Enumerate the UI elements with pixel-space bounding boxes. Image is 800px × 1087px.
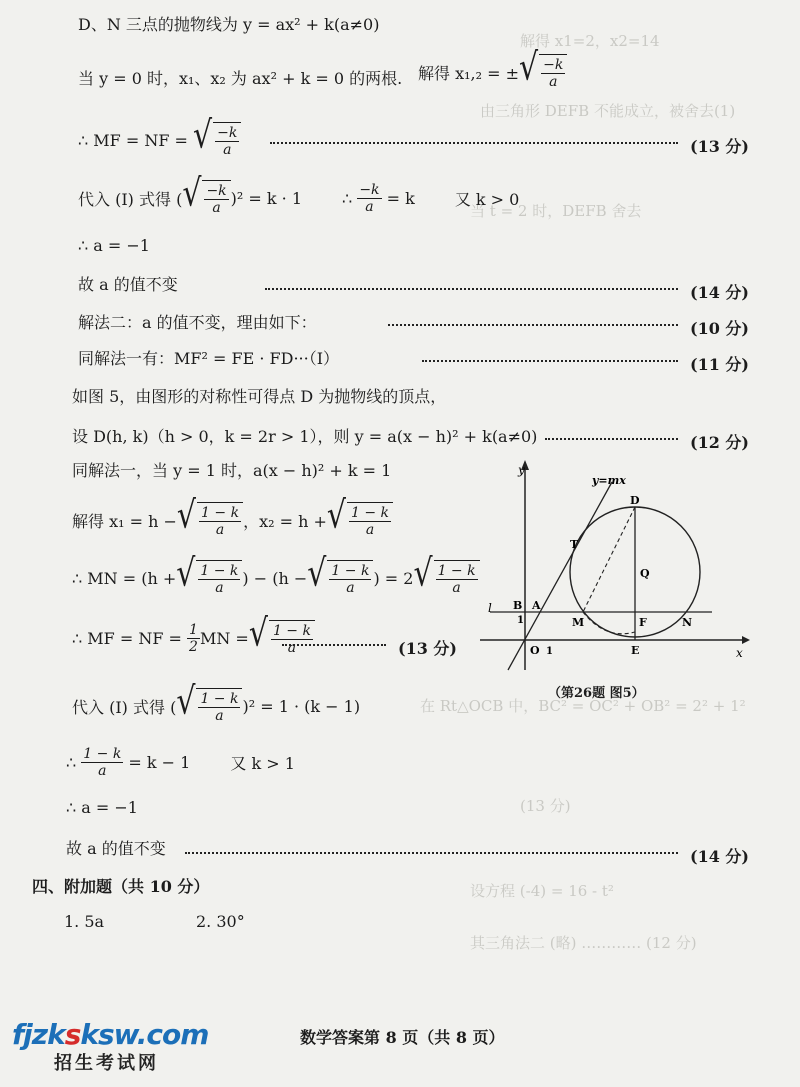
label-y: y xyxy=(518,463,525,477)
section-heading: 四、附加题（共 10 分） xyxy=(32,877,210,896)
text-fragment: 解得 x₁ = h − xyxy=(72,511,177,531)
fraction-denominator: a xyxy=(365,198,374,215)
line-y-mx xyxy=(508,482,612,670)
label-o: O xyxy=(530,644,540,657)
text-fragment: ∴ xyxy=(342,188,353,208)
ghost-text: 解得 x1=2，x2=14 xyxy=(520,32,660,50)
sqrt-symbol: √ $\frac{1 - k}{a}$ xyxy=(307,560,373,596)
label-f: F xyxy=(639,616,647,629)
text-fragment: ，x₂ = h + xyxy=(243,511,327,531)
dot-leader xyxy=(422,356,678,362)
label-m: M xyxy=(572,616,585,629)
text-line xyxy=(72,551,480,596)
fraction-denominator: a xyxy=(549,74,558,90)
label-e: E xyxy=(631,644,640,657)
sqrt-symbol: √ $\frac{1 - k}{a}$ xyxy=(413,560,479,596)
text-fragment: ) = 2 xyxy=(373,568,414,588)
fraction-denominator: a xyxy=(212,200,221,216)
label-d: D xyxy=(630,494,640,507)
sqrt-symbol: √ $\frac{-k}{a}$ xyxy=(182,180,230,216)
text-line xyxy=(72,679,361,724)
label-one-x: 1 xyxy=(546,646,553,657)
dot-leader xyxy=(270,138,678,144)
logo-text: s xyxy=(64,1018,81,1051)
fraction-denominator: a xyxy=(452,580,461,596)
fraction-numerator: 1 − k xyxy=(351,505,390,521)
text-line xyxy=(72,493,393,538)
label-n: N xyxy=(682,616,693,629)
fraction xyxy=(357,182,381,215)
text-line xyxy=(78,113,241,158)
sqrt-symbol: √ $\frac{1 - k}{a}$ xyxy=(176,560,242,596)
text-fragment: 代入 (I) 式得 ( xyxy=(72,697,177,717)
text-line xyxy=(72,611,315,656)
dot-leader xyxy=(545,434,678,440)
text-line: 故 a 的值不变 xyxy=(66,839,166,858)
fraction-numerator: 1 − k xyxy=(200,563,239,579)
fraction xyxy=(81,746,123,779)
fraction-numerator: 1 − k xyxy=(201,505,240,521)
label-q: Q xyxy=(640,567,650,580)
text-fragment: = k xyxy=(386,188,415,208)
text-line: ∴ a = −1 xyxy=(78,236,150,255)
text-fragment: ∴ MN = (h + xyxy=(72,568,177,588)
score-label: (12 分) xyxy=(690,433,749,452)
text-line: 设 D(h, k)（h > 0，k = 2r > 1），则 y = a(x − h)² + k(a≠0) xyxy=(72,427,538,446)
score-label: (14 分) xyxy=(690,847,749,866)
sqrt-symbol: √ $\frac{-k}{a}$ xyxy=(193,122,241,158)
text-fragment: )² = k · 1 xyxy=(230,188,303,208)
arc-me xyxy=(583,612,635,634)
text-fragment: 代入 (I) 式得 ( xyxy=(78,189,183,209)
sqrt-symbol: √ $\frac{1 - k}{a}$ xyxy=(177,502,243,538)
label-l: l xyxy=(488,601,492,615)
dot-leader xyxy=(265,284,678,290)
text-line: 故 a 的值不变 xyxy=(78,275,178,294)
fraction-denominator: a xyxy=(223,142,232,158)
ghost-text: 设方程 (-4) = 16 - t² xyxy=(470,882,614,900)
text-fragment: MN = xyxy=(199,628,249,648)
segment-dm xyxy=(583,507,635,612)
fraction-numerator: 1 xyxy=(189,621,198,638)
label-ymx: y=mx xyxy=(592,474,626,487)
text-line: ∴ a = −1 xyxy=(66,798,138,817)
label-one-y: 1 xyxy=(517,615,524,626)
text-line: 解法二：a 的值不变，理由如下： xyxy=(78,313,317,332)
fraction-denominator: a xyxy=(215,580,224,596)
text-fragment: 又 k > 0 xyxy=(454,189,520,209)
fraction-numerator: 1 − k xyxy=(331,563,370,579)
figure-caption: （第26题 图5） xyxy=(548,686,645,701)
fraction-denominator: a xyxy=(365,522,375,538)
sqrt-symbol: √ $\frac{1 - k}{a}$ xyxy=(249,620,315,656)
ghost-text: (13 分) xyxy=(520,797,571,815)
text-line: 当 y = 0 时，x₁、x₂ 为 ax² + k = 0 的两根. xyxy=(78,69,403,88)
answer-item: 1. 5a xyxy=(64,912,105,931)
label-a: A xyxy=(532,599,541,612)
label-b: B xyxy=(513,599,523,612)
text-fragment: ) − (h − xyxy=(242,568,308,588)
text-line: D、N 三点的抛物线为 y = ax² + k(a≠0) xyxy=(78,15,380,34)
site-logo xyxy=(12,1018,208,1075)
fraction-denominator: a xyxy=(215,708,224,724)
sqrt-symbol: √ $\frac{-k}{a}$ xyxy=(519,54,567,90)
dot-leader xyxy=(185,848,678,854)
ghost-text: 由三角形 DEFB 不能成立，被舍去(1) xyxy=(480,102,736,120)
fraction xyxy=(187,622,200,655)
text-fragment: ∴ xyxy=(66,753,77,772)
score-label: (13 分) xyxy=(398,639,457,658)
text-line xyxy=(66,746,295,779)
page-footer: 数学答案第 8 页（共 8 页） xyxy=(300,1028,505,1047)
score-label: (13 分) xyxy=(690,137,749,156)
ghost-text: 在 Rt△OCB 中，BC² = OC² + OB² = 2² + 1² xyxy=(420,697,746,715)
fraction-numerator: −k xyxy=(217,125,238,141)
fraction-denominator: a xyxy=(346,580,355,596)
logo-text: fjzk xyxy=(12,1018,65,1051)
label-t: T xyxy=(570,538,579,551)
fraction-numerator: −k xyxy=(543,57,564,73)
score-label: (14 分) xyxy=(690,283,749,302)
text-line: 同解法一有：MF² = FE · FD···（I） xyxy=(78,349,340,368)
fraction-numerator: 1 − k xyxy=(83,746,122,762)
text-fragment: = k − 1 xyxy=(128,753,191,772)
dot-leader xyxy=(282,640,386,646)
fraction-denominator: a xyxy=(287,640,297,656)
fraction-denominator: a xyxy=(98,763,107,779)
text-fragment: ∴ MF = NF = xyxy=(72,628,182,648)
label-x: x xyxy=(736,646,743,660)
answer-item: 2. 30° xyxy=(196,912,245,931)
score-label: (10 分) xyxy=(690,319,749,338)
text-fragment: 又 k > 1 xyxy=(230,754,295,773)
fraction-denominator: 2 xyxy=(189,638,198,655)
sqrt-symbol: √ $\frac{1 - k}{a}$ xyxy=(327,502,393,538)
ghost-text: 当 t = 2 时，DEFB 舍去 xyxy=(470,202,642,220)
fraction-numerator: −k xyxy=(206,183,227,199)
text-fragment: )² = 1 · (k − 1) xyxy=(242,696,361,716)
text-line: 同解法一，当 y = 1 时，a(x − h)² + k = 1 xyxy=(72,461,392,480)
fraction-numerator: 1 − k xyxy=(200,691,239,707)
score-label: (11 分) xyxy=(690,355,749,374)
text-line xyxy=(78,171,520,216)
fraction-numerator: 1 − k xyxy=(272,623,311,639)
x-axis-arrow-icon xyxy=(742,636,750,644)
text-line: 如图 5，由图形的对称性可得点 D 为抛物线的顶点， xyxy=(72,387,447,406)
logo-text: ksw.com xyxy=(80,1018,209,1051)
text-fragment: ∴ MF = NF = xyxy=(78,130,188,150)
text-fragment: 解得 x₁,₂ = ± xyxy=(418,63,520,83)
fraction-denominator: a xyxy=(215,522,225,538)
fraction-numerator: −k xyxy=(359,181,380,198)
ghost-text: 其三角法二 (略) ………… (12 分) xyxy=(470,934,697,952)
geometry-figure xyxy=(480,460,750,675)
sqrt-symbol: √ $\frac{1 - k}{a}$ xyxy=(176,688,242,724)
fraction-numerator: 1 − k xyxy=(437,563,476,579)
dot-leader xyxy=(388,320,678,326)
logo-subtitle: 招生考试网 xyxy=(54,1053,159,1074)
root-expression xyxy=(418,45,567,90)
